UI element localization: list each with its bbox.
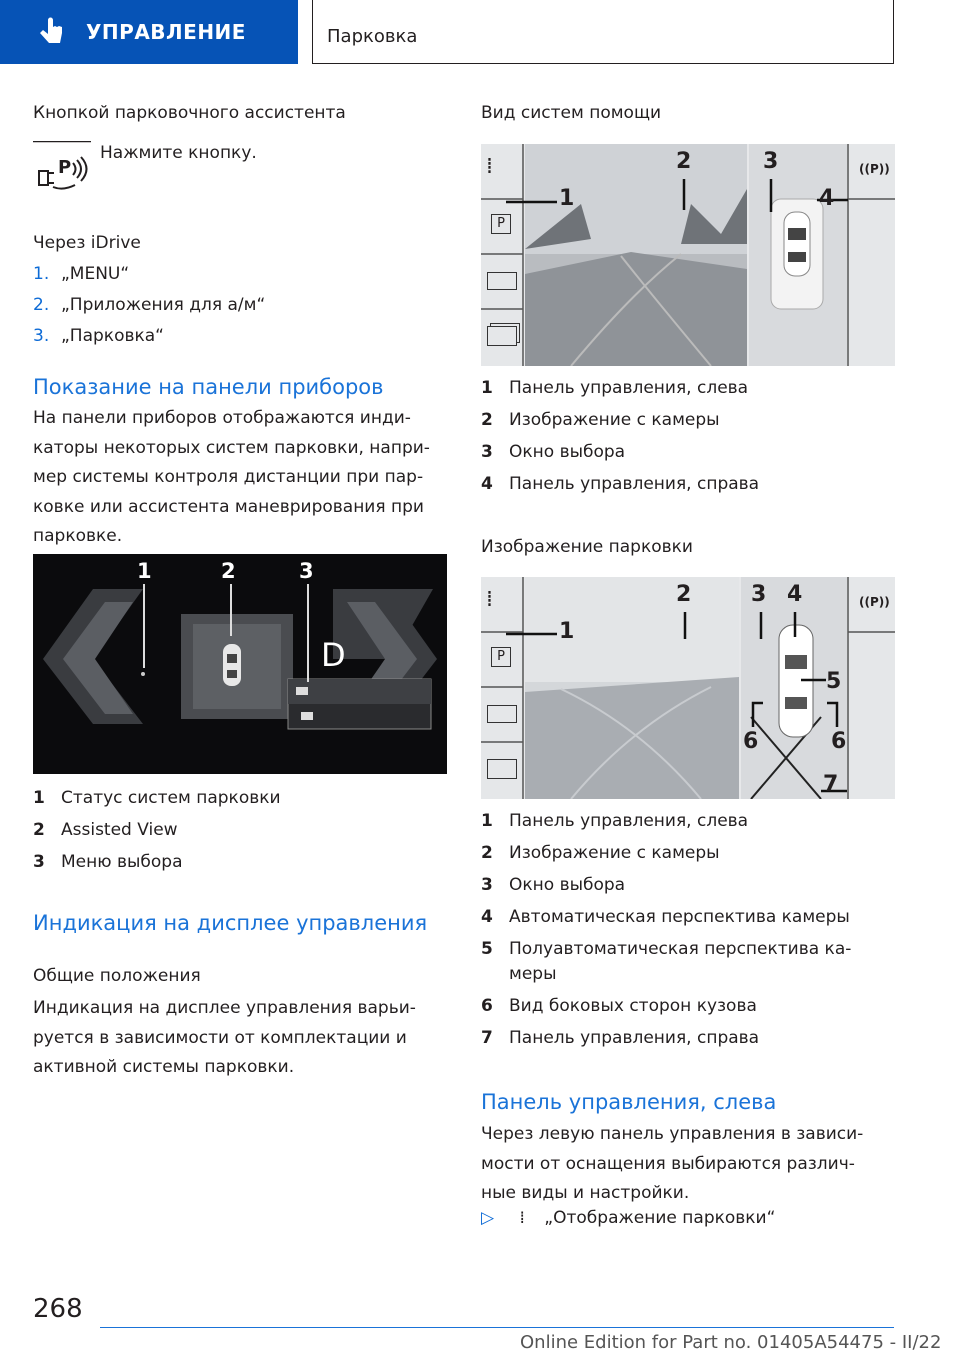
layers-icon (487, 759, 517, 779)
topic-header (312, 0, 894, 64)
general-heading: Общие положения (33, 966, 201, 986)
page-number: 268 (33, 1294, 83, 1324)
svg-text:P: P (58, 157, 72, 178)
cluster-legend: 1 Статус систем парковки 2 Assisted View 3 Меню выбора (33, 788, 281, 872)
camera-view-icon (487, 272, 517, 290)
chapter-tab (0, 0, 298, 64)
assist-legend: 1 Панель управления, слева 2 Изображение с камеры 3 Окно выбора 4 Панель управления, справа (481, 378, 760, 494)
callout-1: 1 (559, 619, 575, 644)
callout-4: 4 (819, 186, 835, 211)
bullet-marker: ▷ (481, 1208, 495, 1228)
cluster-heading: Показание на панели приборов (33, 375, 384, 399)
callout-1: 1 (137, 559, 152, 583)
button-instruction: Нажмите кнопку. (100, 143, 257, 163)
idrive-steps: 1. „MENU“ 2. „Приложения для а/м“ 3. „Парковка“ (33, 264, 266, 346)
parking-p-icon: P (491, 647, 511, 667)
callout-3: 3 (763, 149, 779, 174)
callout-3: 3 (299, 559, 314, 583)
button-heading: Кнопкой парковочного ассистента (33, 103, 346, 123)
sensor-p-icon: ((P)) (859, 595, 890, 609)
parking-view-heading: Изображение парковки (481, 537, 693, 557)
callout-6-right: 6 (831, 729, 847, 754)
parking-legend: 1 Панель управления, слева 2 Изображение с камеры 3 Окно выбора 4 Автоматическая перспектива камеры 5 Полуавтоматическая перспектива ка- меры 6 Вид боковых сторон кузова 7 Панель управления, справа (481, 811, 852, 1048)
callout-7: 7 (823, 772, 839, 797)
layers-icon (487, 326, 517, 346)
parking-p-icon: P (491, 214, 511, 234)
display-heading: Индикация на дисплее управления (33, 911, 428, 935)
general-paragraph: Индикация на дисплее управления варьи- руется в зависимости от комплектации и активной системы парковки. (33, 998, 416, 1077)
parking-button-icon (33, 141, 91, 203)
assist-view-image (481, 144, 895, 366)
bullet-text: „Отображение парковки“ (544, 1208, 776, 1228)
idrive-heading: Через iDrive (33, 233, 141, 253)
edition-note: Online Edition for Part no. 01405A54475 - II/22 (520, 1332, 942, 1353)
auto-view-icon: ⁞ (486, 587, 493, 612)
left-panel-paragraph: Через левую панель управления в зависи- мости от оснащения выбираются различ- ные виды и настройки. (481, 1124, 864, 1203)
instrument-cluster-image (33, 554, 447, 774)
footer-rule (100, 1327, 894, 1328)
left-panel-heading: Панель управления, слева (481, 1090, 777, 1114)
parking-view-image (481, 577, 895, 799)
callout-2: 2 (676, 149, 692, 174)
callout-4: 4 (787, 582, 803, 607)
callout-1: 1 (559, 186, 575, 211)
sensor-p-icon: ((P)) (859, 162, 890, 176)
gear-indicator: D (321, 636, 346, 674)
camera-view-icon (487, 705, 517, 723)
callout-5: 5 (826, 669, 842, 694)
topic-label: Парковка (327, 26, 418, 47)
callout-3: 3 (751, 582, 767, 607)
hand-pointer-icon (36, 16, 66, 52)
callout-6-left: 6 (743, 729, 759, 754)
chapter-label: УПРАВЛЕНИЕ (86, 20, 246, 44)
assist-view-heading: Вид систем помощи (481, 103, 662, 123)
bullet-item (481, 1208, 775, 1228)
auto-view-icon: ⁞ (519, 1208, 525, 1228)
cluster-paragraph: На панели приборов отображаются инди- каторы некоторых систем парковки, напри- мер системы контроля дистанции при пар- ковке или ассистента маневрирования при парковке. (33, 408, 430, 546)
callout-2: 2 (221, 559, 236, 583)
callout-2: 2 (676, 582, 692, 607)
auto-view-icon: ⁞ (486, 154, 493, 179)
